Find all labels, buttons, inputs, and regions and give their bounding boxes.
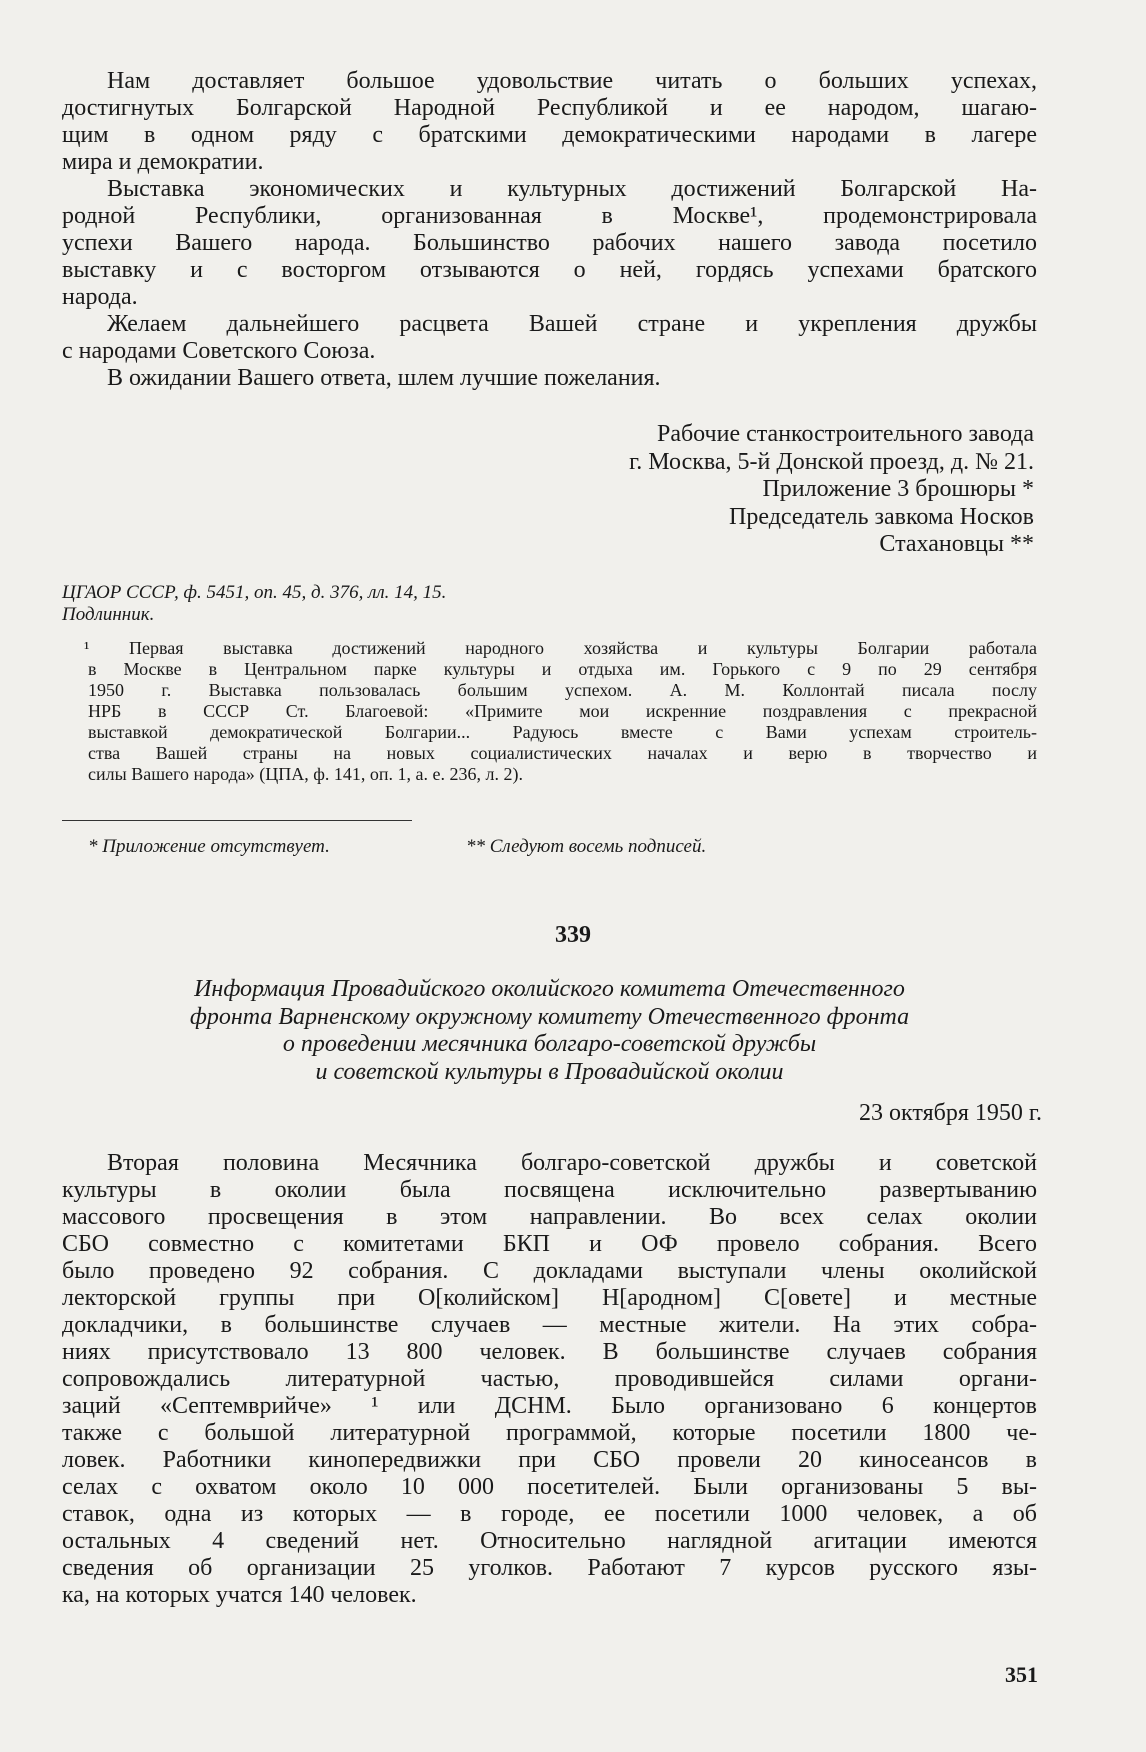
text-line: щим в одном ряду с братскими демократическими народами в лагере xyxy=(62,122,1037,148)
page-number: 351 xyxy=(1005,1662,1038,1687)
text-line: народа. xyxy=(62,284,138,310)
signature-block xyxy=(629,421,1034,559)
text-line: остальных 4 сведений нет. Относительно наглядной агитации имеются xyxy=(62,1528,1037,1554)
footnote-line: силы Вашего народа» (ЦПА, ф. 141, оп. 1, а. е. 236, л. 2). xyxy=(88,764,523,784)
text-line: докладчики, в большинстве случаев — местные жители. На этих собра- xyxy=(62,1312,1037,1338)
signature-line: Рабочие станкостроительного завода xyxy=(656,421,1034,447)
signature-line: Приложение 3 брошюры * xyxy=(762,476,1034,502)
text-line: СБО совместно с комитетами БКП и ОФ провело собрания. Всего xyxy=(62,1231,1037,1257)
text-line: Нам доставляет большое удовольствие читать о больших успехах, xyxy=(107,68,1037,94)
text-line: ловек. Работники кинопередвижки при СБО провели 20 киносеансов в xyxy=(62,1447,1037,1473)
divider xyxy=(62,820,412,821)
document-body xyxy=(62,1150,1037,1609)
archive-reference: ЦГАОР СССР, ф. 5451, оп. 45, д. 376, лл. 14, 15. xyxy=(62,582,447,603)
text-line: ниях присутствовало 13 800 человек. В большинстве случаев собрания xyxy=(62,1339,1037,1365)
text-line: ка, на которых учатся 140 человек. xyxy=(62,1582,417,1608)
source-reference xyxy=(62,582,446,626)
footnote xyxy=(62,638,1037,785)
text-line: достигнутых Болгарской Народной Республикой и ее народом, шагаю- xyxy=(62,95,1037,121)
note-appendix: * Приложение отсутствует. xyxy=(88,836,330,857)
text-line: заций «Септемврийче» ¹ или ДСНМ. Было организовано 6 концертов xyxy=(62,1393,1037,1419)
text-line: культуры в околии была посвящена исключительно развертыванию xyxy=(62,1177,1037,1203)
title-line: и советской культуры в Провадийской околии xyxy=(315,1058,784,1085)
text-line: селах с охватом около 10 000 посетителей. Были организованы 5 вы- xyxy=(62,1474,1037,1500)
note-signatures: ** Следуют восемь подписей. xyxy=(466,836,707,857)
signature-line: г. Москва, 5-й Донской проезд, д. № 21. xyxy=(629,448,1034,475)
title-line: фронта Варненскому окружному комитету Отечественного фронта xyxy=(189,1003,910,1030)
text-line: успехи Вашего народа. Большинство рабочих нашего завода посетило xyxy=(62,230,1037,256)
text-line: выставку и с восторгом отзываются о ней, гордясь успехами братского xyxy=(62,257,1037,283)
text-line: Вторая половина Месячника болгаро-советской дружбы и советской xyxy=(107,1150,1037,1176)
letter-text xyxy=(62,68,1037,392)
text-line: лекторской группы при О[колийском] Н[ародном] С[овете] и местные xyxy=(62,1285,1037,1311)
text-line: сведения об организации 25 уголков. Работают 7 курсов русского язы- xyxy=(62,1555,1037,1581)
footnote-line: ¹ Первая выставка достижений народного хозяйства и культуры Болгарии работала xyxy=(84,638,1037,658)
footnote-line: в Москве в Центральном парке культуры и отдыха им. Горького с 9 по 29 сентября xyxy=(88,659,1037,679)
document-date: 23 октября 1950 г. xyxy=(859,1100,1042,1126)
text-line: Выставка экономических и культурных достижений Болгарской На- xyxy=(107,176,1037,202)
title-line: Информация Провадийского околийского комитета Отечественного xyxy=(194,976,905,1002)
footnote-line: ства Вашей страны на новых социалистических началах и верю в творчество и xyxy=(88,743,1037,763)
text-line: родной Республики, организованная в Москве¹, продемонстрировала xyxy=(62,203,1037,229)
text-line: ставок, одна из которых — в городе, ее посетили 1000 человек, а об xyxy=(62,1501,1037,1527)
footnote-line: 1950 г. Выставка пользовалась большим успехом. А. М. Коллонтай писала послу xyxy=(88,680,1037,700)
text-line: было проведено 92 собрания. С докладами выступали члены околийской xyxy=(62,1258,1037,1284)
document-title xyxy=(62,976,1037,1086)
text-line: мира и демократии. xyxy=(62,149,264,175)
document-number: 339 xyxy=(555,922,591,948)
signature-line: Председатель завкома Носков xyxy=(729,503,1034,530)
signature-line: Стахановцы ** xyxy=(879,531,1034,557)
document-type: Подлинник. xyxy=(62,604,155,625)
title-line: о проведении месячника болгаро-советской дружбы xyxy=(282,1031,817,1057)
footnote-line: выставкой демократической Болгарии... Радуюсь вместе с Вами успехам строитель- xyxy=(88,722,1037,742)
text-line: Желаем дальнейшего расцвета Вашей стране и укрепления дружбы xyxy=(107,311,1037,337)
text-line: массового просвещения в этом направлении. Во всех селах околии xyxy=(62,1204,1037,1230)
text-line: В ожидании Вашего ответа, шлем лучшие пожелания. xyxy=(107,365,661,391)
text-line: с народами Советского Союза. xyxy=(62,338,376,364)
text-line: сопровождались литературной частью, проводившейся силами органи- xyxy=(62,1366,1037,1392)
text-line: также с большой литературной программой, которые посетили 1800 че- xyxy=(62,1420,1037,1446)
footnote-line: НРБ в СССР Ст. Благоевой: «Примите мои искренние поздравления с прекрасной xyxy=(88,701,1037,721)
